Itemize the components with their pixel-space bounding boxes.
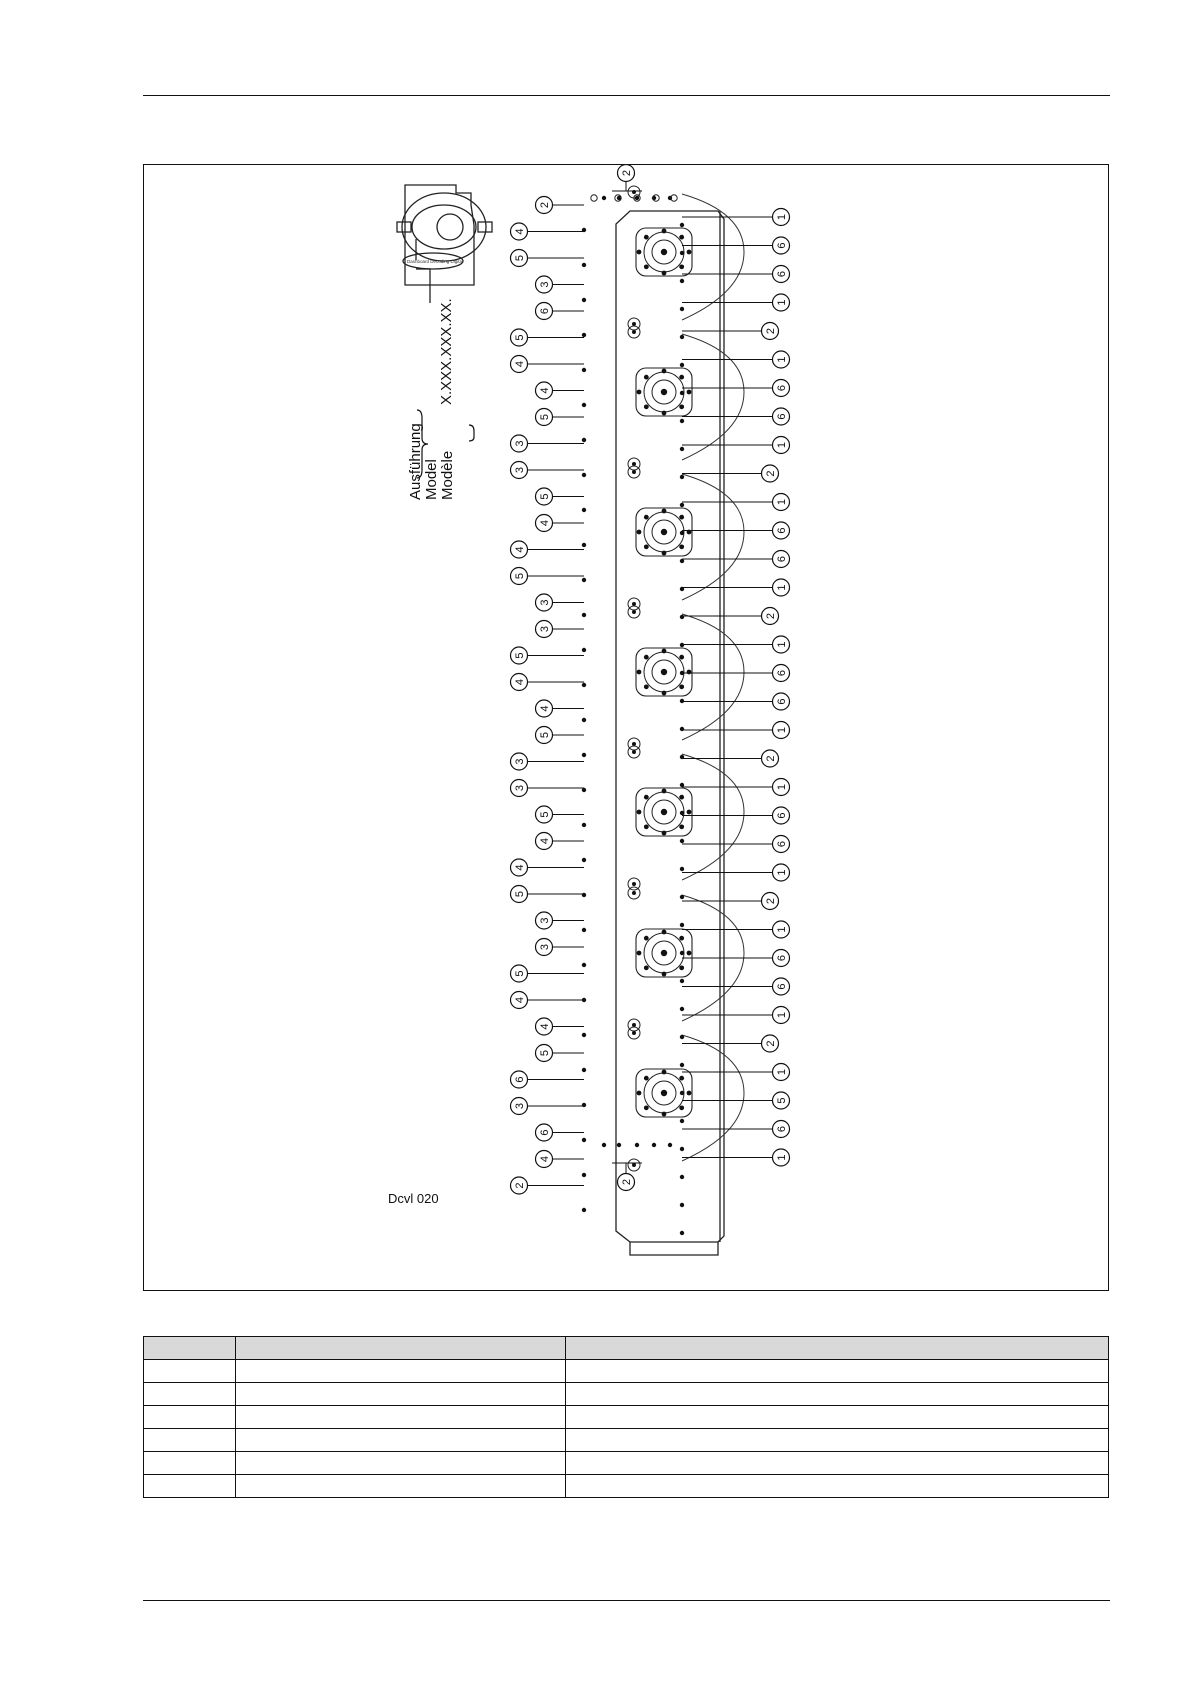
hole-dot xyxy=(680,223,684,227)
table-cell xyxy=(144,1406,236,1429)
hole-dot xyxy=(637,530,642,535)
model-code: X.XXX.XXX.XX. xyxy=(438,298,455,405)
hole-dot xyxy=(644,515,649,520)
hole-dot xyxy=(632,470,636,474)
hole-dot xyxy=(679,655,684,660)
table-cell xyxy=(566,1406,1109,1429)
callout-left-label: 4 xyxy=(513,678,526,686)
hole-dot xyxy=(679,965,684,970)
callout-right-label: 6 xyxy=(775,983,788,990)
table-cell xyxy=(144,1383,236,1406)
hole-dot xyxy=(582,823,586,827)
hole-dot xyxy=(680,867,684,871)
callout-left-label: 3 xyxy=(513,758,526,765)
manifold-drawing xyxy=(144,165,1110,1292)
hole-dot xyxy=(679,235,684,240)
hole-dot xyxy=(644,1105,649,1110)
header-rule xyxy=(143,95,1110,96)
hole-dot xyxy=(644,1076,649,1081)
hole-dot xyxy=(632,742,636,746)
hole-dot xyxy=(679,824,684,829)
hole-dot xyxy=(644,824,649,829)
port-ring xyxy=(591,195,597,201)
model-label-modele: Modèle xyxy=(439,450,456,500)
hole-dot xyxy=(662,411,667,416)
hole-dot xyxy=(652,1143,656,1147)
callout-left-label: 5 xyxy=(513,572,526,580)
hole-dot xyxy=(662,271,667,276)
hole-dot xyxy=(679,1105,684,1110)
hole-dot xyxy=(680,979,684,983)
hole-dot xyxy=(662,972,667,977)
callout-left-label: 3 xyxy=(538,281,551,288)
hole-dot xyxy=(662,229,667,234)
flange-center xyxy=(661,669,667,675)
hole-dot xyxy=(680,1203,684,1207)
hole-dot xyxy=(687,250,692,255)
hole-dot xyxy=(687,390,692,395)
table-header-cell xyxy=(144,1337,236,1360)
table-row xyxy=(144,1452,1109,1475)
parts-table xyxy=(143,1336,1109,1498)
hole-dot xyxy=(632,602,636,606)
callout-right-label: 1 xyxy=(775,783,788,791)
callout-top-label: 2 xyxy=(620,169,633,177)
hole-dot xyxy=(632,610,636,614)
hole-dot xyxy=(679,1076,684,1081)
callout-right-label: 6 xyxy=(775,669,788,677)
hole-dot xyxy=(632,330,636,334)
callout-left-label: 4 xyxy=(538,1155,551,1163)
table-cell xyxy=(144,1452,236,1475)
hole-dot xyxy=(582,578,586,582)
callout-right-label: 6 xyxy=(775,812,788,819)
hole-dot xyxy=(582,1173,586,1177)
flange-center xyxy=(661,529,667,535)
hole-dot xyxy=(632,1031,636,1035)
hole-dot xyxy=(635,196,639,200)
callout-left-label: 6 xyxy=(538,307,551,315)
callout-left-label: 4 xyxy=(538,705,551,712)
hole-dot xyxy=(582,1208,586,1212)
hole-dot xyxy=(617,1143,621,1147)
hole-dot xyxy=(602,196,606,200)
hole-dot xyxy=(680,811,684,815)
hole-dot xyxy=(582,718,586,722)
hole-dot xyxy=(644,544,649,549)
callout-left-label: 3 xyxy=(513,440,526,447)
hole-dot xyxy=(680,951,684,955)
table-header-cell xyxy=(566,1337,1109,1360)
table-cell xyxy=(144,1360,236,1383)
seal-arc xyxy=(682,334,744,460)
hole-dot xyxy=(632,1163,636,1167)
callout-right-label: 2 xyxy=(764,327,777,335)
hole-dot xyxy=(582,333,586,337)
hole-dot xyxy=(582,1103,586,1107)
callout-left-label: 3 xyxy=(538,625,551,633)
hole-dot xyxy=(687,670,692,675)
hole-dot xyxy=(680,363,684,367)
callout-right-label: 1 xyxy=(775,299,788,306)
hole-dot xyxy=(637,1091,642,1096)
flange-center xyxy=(661,249,667,255)
hole-dot xyxy=(680,475,684,479)
callout-left-label: 6 xyxy=(538,1129,551,1136)
table-header-cell xyxy=(236,1337,566,1360)
hole-dot xyxy=(668,1143,672,1147)
callout-left-label: 4 xyxy=(538,519,551,527)
callout-right-label: 6 xyxy=(775,242,788,249)
hole-dot xyxy=(680,503,684,507)
hole-dot xyxy=(679,795,684,800)
callout-left-label: 5 xyxy=(538,413,551,421)
hole-dot xyxy=(644,936,649,941)
table-cell xyxy=(566,1383,1109,1406)
hole-dot xyxy=(680,1231,684,1235)
hole-dot xyxy=(662,1070,667,1075)
callout-left-label: 4 xyxy=(538,387,551,394)
callout-left-label: 6 xyxy=(513,1076,526,1083)
hole-dot xyxy=(582,893,586,897)
callout-right-label: 1 xyxy=(775,926,788,933)
hole-dot xyxy=(632,322,636,326)
hole-dot xyxy=(680,923,684,927)
callout-right-label: 1 xyxy=(775,213,788,221)
callout-right-label: 1 xyxy=(775,869,788,876)
callout-left-label: 5 xyxy=(513,334,526,341)
callout-left-label: 5 xyxy=(513,652,526,659)
hole-dot xyxy=(582,613,586,617)
table-cell xyxy=(566,1452,1109,1475)
hole-dot xyxy=(632,882,636,886)
callout-left-label: 2 xyxy=(513,1182,526,1189)
hole-dot xyxy=(679,515,684,520)
hole-dot xyxy=(582,403,586,407)
hole-dot xyxy=(637,250,642,255)
hole-dot xyxy=(680,531,684,535)
table-cell xyxy=(236,1452,566,1475)
callout-right-label: 1 xyxy=(775,1154,788,1161)
callout-right-label: 1 xyxy=(775,726,788,734)
table-row xyxy=(144,1475,1109,1498)
table-cell xyxy=(236,1406,566,1429)
model-label-ausfuhrung: Ausführung xyxy=(407,423,424,500)
nameplate-text: Dashboard Decoding Digital xyxy=(407,259,464,264)
hole-dot xyxy=(637,670,642,675)
callout-left-label: 4 xyxy=(538,837,551,845)
table-row xyxy=(144,1383,1109,1406)
hole-dot xyxy=(679,404,684,409)
callout-right-label: 1 xyxy=(775,641,788,648)
callout-bottom-label: 2 xyxy=(620,1178,633,1186)
drawing-id: Dcvl 020 xyxy=(388,1191,439,1206)
hole-dot xyxy=(680,251,684,255)
hole-dot xyxy=(662,831,667,836)
table-row xyxy=(144,1360,1109,1383)
hole-dot xyxy=(680,279,684,283)
callout-left-label: 5 xyxy=(538,731,551,739)
hole-dot xyxy=(680,895,684,899)
hole-dot xyxy=(582,648,586,652)
table-cell xyxy=(236,1360,566,1383)
hole-dot xyxy=(644,404,649,409)
callout-left-label: 4 xyxy=(513,546,526,553)
figure-frame xyxy=(143,164,1109,1291)
callout-right-label: 1 xyxy=(775,1068,788,1076)
hole-dot xyxy=(687,951,692,956)
hole-dot xyxy=(680,419,684,423)
table-cell xyxy=(566,1429,1109,1452)
seal-arc xyxy=(682,1035,744,1161)
callout-left-label: 4 xyxy=(538,1023,551,1030)
hole-dot xyxy=(582,753,586,757)
hole-dot xyxy=(679,684,684,689)
hole-dot xyxy=(635,1143,639,1147)
callout-right-label: 6 xyxy=(775,413,788,420)
hole-dot xyxy=(680,1175,684,1179)
model-label-model: Model xyxy=(423,459,440,500)
hole-dot xyxy=(644,655,649,660)
hole-dot xyxy=(680,839,684,843)
table-cell xyxy=(144,1429,236,1452)
hole-dot xyxy=(582,683,586,687)
hole-dot xyxy=(680,307,684,311)
callout-right-label: 6 xyxy=(775,954,788,962)
callout-left-label: 3 xyxy=(538,599,551,606)
callout-right-label: 6 xyxy=(775,555,788,563)
callout-left-label: 3 xyxy=(538,943,551,951)
hole-dot xyxy=(680,1035,684,1039)
hole-dot xyxy=(680,1147,684,1151)
table-row xyxy=(144,1429,1109,1452)
callout-right-label: 1 xyxy=(775,584,788,591)
hole-dot xyxy=(582,543,586,547)
callout-left-label: 5 xyxy=(538,1049,551,1057)
hole-dot xyxy=(582,473,586,477)
hole-dot xyxy=(582,298,586,302)
callout-right-label: 1 xyxy=(775,1011,788,1019)
table-cell xyxy=(566,1475,1109,1498)
callout-left-label: 4 xyxy=(513,360,526,368)
hole-dot xyxy=(687,810,692,815)
hole-dot xyxy=(679,544,684,549)
hole-dot xyxy=(637,951,642,956)
callout-right-label: 5 xyxy=(775,1097,788,1104)
seal-arc xyxy=(682,614,744,740)
hole-dot xyxy=(582,1033,586,1037)
hole-dot xyxy=(637,810,642,815)
hole-dot xyxy=(680,1091,684,1095)
hole-dot xyxy=(680,1119,684,1123)
hole-dot xyxy=(582,928,586,932)
callout-right-label: 2 xyxy=(764,470,777,477)
table-header-row xyxy=(144,1337,1109,1360)
callout-right-label: 1 xyxy=(775,498,788,506)
callout-left-label: 5 xyxy=(538,493,551,500)
hole-dot xyxy=(662,649,667,654)
callout-left-label: 5 xyxy=(538,811,551,818)
hole-dot xyxy=(662,930,667,935)
footer-rule xyxy=(143,1600,1110,1601)
callout-left-label: 3 xyxy=(513,1102,526,1110)
hole-dot xyxy=(637,390,642,395)
hole-dot xyxy=(644,235,649,240)
hole-dot xyxy=(582,858,586,862)
hole-dot xyxy=(680,1063,684,1067)
flange-center xyxy=(661,809,667,815)
hole-dot xyxy=(680,391,684,395)
table-cell xyxy=(236,1383,566,1406)
callout-right-label: 2 xyxy=(764,755,777,762)
hole-dot xyxy=(632,1023,636,1027)
hole-dot xyxy=(644,965,649,970)
callout-right-label: 1 xyxy=(775,356,788,363)
flange-center xyxy=(661,1090,667,1096)
table-row xyxy=(144,1406,1109,1429)
flange-center xyxy=(661,950,667,956)
hole-dot xyxy=(582,508,586,512)
callout-left-label: 4 xyxy=(513,228,526,235)
callout-left-label: 3 xyxy=(538,917,551,924)
hole-dot xyxy=(582,263,586,267)
seal-arc xyxy=(682,754,744,880)
callout-left-label: 5 xyxy=(513,970,526,977)
callout-right-label: 6 xyxy=(775,840,788,848)
hole-dot xyxy=(632,750,636,754)
hole-dot xyxy=(679,375,684,380)
callout-right-label: 2 xyxy=(764,1040,777,1047)
hole-dot xyxy=(582,1138,586,1142)
hole-dot xyxy=(680,447,684,451)
hole-dot xyxy=(582,963,586,967)
hole-dot xyxy=(662,551,667,556)
hole-dot xyxy=(679,936,684,941)
callout-left-label: 4 xyxy=(513,864,526,871)
hole-dot xyxy=(582,368,586,372)
flange-center xyxy=(661,389,667,395)
hole-dot xyxy=(632,462,636,466)
hole-dot xyxy=(680,335,684,339)
seal-arc xyxy=(682,194,744,320)
hole-dot xyxy=(680,1007,684,1011)
hole-dot xyxy=(662,691,667,696)
hole-dot xyxy=(644,264,649,269)
hole-dot xyxy=(602,1143,606,1147)
table-cell xyxy=(144,1475,236,1498)
seal-arc xyxy=(682,474,744,600)
hole-dot xyxy=(632,891,636,895)
hole-dot xyxy=(662,789,667,794)
callout-left-label: 5 xyxy=(513,890,526,898)
callout-right-label: 2 xyxy=(764,612,777,620)
hole-dot xyxy=(687,1091,692,1096)
hole-dot xyxy=(680,615,684,619)
table-cell xyxy=(236,1475,566,1498)
table-cell xyxy=(236,1429,566,1452)
callout-right-label: 6 xyxy=(775,270,788,278)
callout-right-label: 2 xyxy=(764,897,777,905)
callout-right-label: 6 xyxy=(775,384,788,392)
callout-right-label: 6 xyxy=(775,1125,788,1133)
hole-dot xyxy=(662,1112,667,1117)
callout-left-label: 3 xyxy=(513,466,526,474)
hole-dot xyxy=(644,375,649,380)
hole-dot xyxy=(644,795,649,800)
callout-right-label: 6 xyxy=(775,698,788,705)
callout-left-label: 4 xyxy=(513,996,526,1004)
hole-dot xyxy=(679,264,684,269)
callout-right-label: 1 xyxy=(775,441,788,449)
hole-dot xyxy=(662,369,667,374)
hole-dot xyxy=(582,1068,586,1072)
hole-dot xyxy=(662,509,667,514)
hole-dot xyxy=(680,727,684,731)
callout-right-label: 6 xyxy=(775,527,788,534)
callout-left-label: 3 xyxy=(513,784,526,792)
hole-dot xyxy=(644,684,649,689)
hole-dot xyxy=(582,438,586,442)
callout-left-label: 5 xyxy=(513,254,526,262)
table-cell xyxy=(566,1360,1109,1383)
callout-left-label: 2 xyxy=(538,201,551,209)
